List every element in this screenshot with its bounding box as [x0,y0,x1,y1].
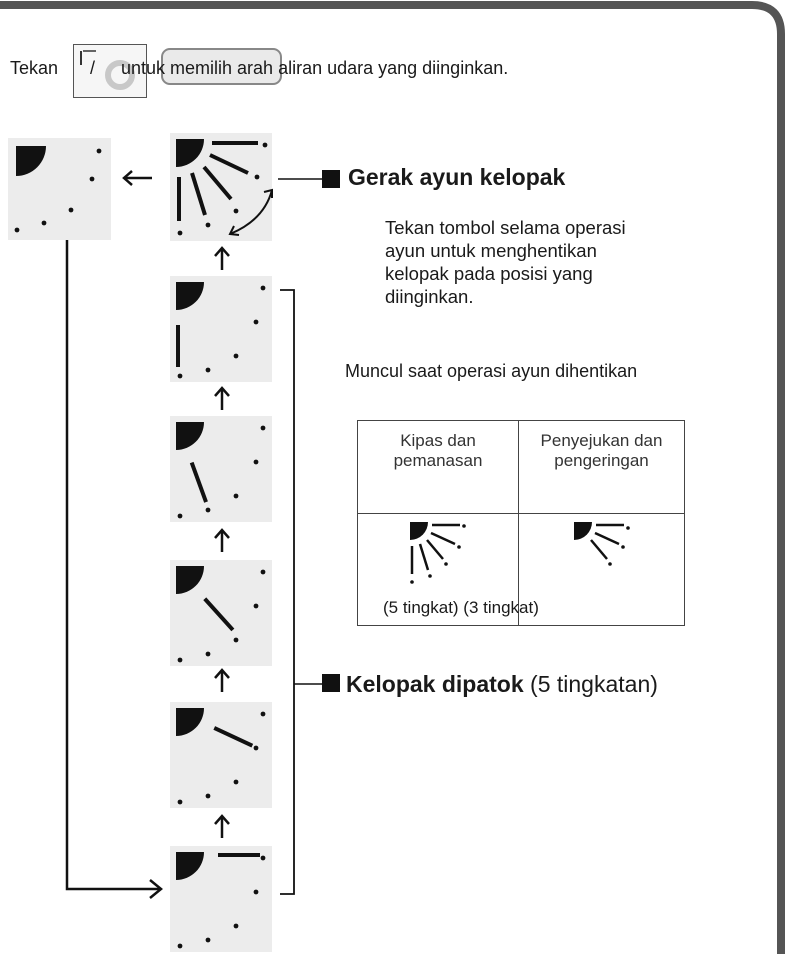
arrow-left-icon [121,168,155,188]
table-cell-cool-dry [519,514,685,626]
dot [254,320,259,325]
dot [234,780,239,785]
table-header-fan-heat: Kipas dan pemanasan [358,421,519,514]
louver-quadrant [176,708,204,736]
arrow-up-icon [212,244,232,272]
dot [206,794,211,799]
swing-description: Tekan tombol selama operasi ayun untuk menghentikan kelopak pada posisi yang diinginkan. [385,217,626,307]
dot [234,354,239,359]
dot [178,514,183,519]
fixed-heading [346,671,658,698]
dot [178,800,183,805]
flap-line [192,463,206,502]
arrow-up-icon [212,812,232,840]
position-5-graphic [170,276,272,382]
dot [206,938,211,943]
louver-quadrant [176,282,204,310]
position-4-graphic [170,416,272,522]
dot [254,890,259,895]
arrow-up-icon [212,666,232,694]
dot [261,570,266,575]
intro-before: Tekan [10,58,59,78]
fixed-bracket [278,288,348,898]
dot [234,494,239,499]
return-arrow [60,240,170,900]
intro-after: untuk memilih arah aliran udara yang diinginkan. [121,58,509,78]
dot [261,712,266,717]
icon-position-1 [170,846,272,952]
icon-position-4 [170,416,272,522]
louver-quadrant [176,422,204,450]
swing-heading-connector [274,168,344,190]
dot [206,368,211,373]
flap-line [205,599,233,630]
icon-swing-stopped [8,138,111,240]
icon-position-5 [170,276,272,382]
swing-curve-arrow [222,186,278,240]
swing-heading-label: Gerak ayun kelopak [348,164,566,190]
fixed-heading-label: Kelopak dipatok [346,671,524,697]
table-header-cool-dry: Penyejukan dan pengeringan [519,421,685,514]
dot [254,460,259,465]
dot [261,286,266,291]
stopped-mode-table [357,420,685,626]
dot [178,944,183,949]
louver-quadrant [176,852,204,880]
swing-heading [348,164,565,191]
icon-position-3 [170,560,272,666]
flap-line [214,728,252,746]
dot [234,924,239,929]
stopped-note: Muncul saat operasi ayun dihentikan [345,361,638,381]
arrow-up-icon [212,526,232,554]
icon-position-2 [170,702,272,808]
dot [261,856,266,861]
dot [206,652,211,657]
position-1-graphic [170,846,272,952]
dot [178,374,183,379]
five-step-icon [398,518,478,588]
dot [178,658,183,663]
louver-quadrant [176,566,204,594]
button-slash: / [90,58,96,78]
dot [234,638,239,643]
three-step-icon [562,518,642,588]
dot [206,508,211,513]
dot [254,746,259,751]
table-footer: (5 tingkat) (3 tingkat) [383,598,539,617]
dot [254,604,259,609]
intro-text [10,58,58,79]
position-3-graphic [170,560,272,666]
position-2-graphic [170,702,272,808]
fixed-heading-suffix: (5 tingkatan) [530,671,658,697]
arrow-up-icon [212,384,232,412]
dot [261,426,266,431]
